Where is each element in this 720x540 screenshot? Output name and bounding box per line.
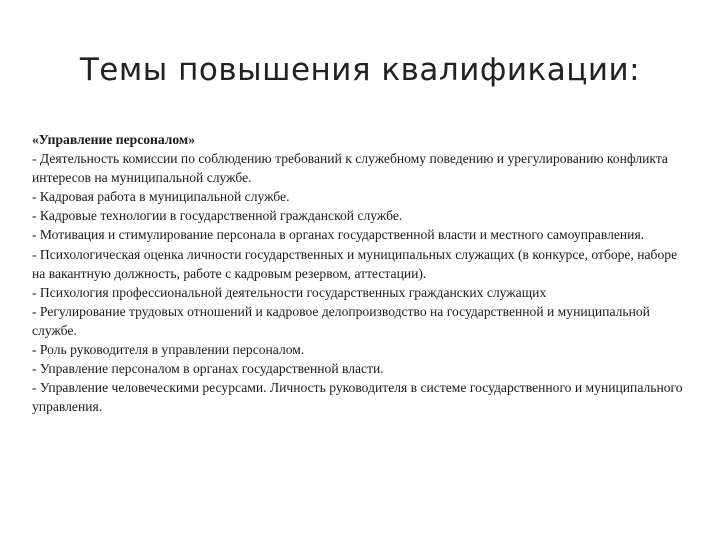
list-item: - Психологическая оценка личности государственных и муниципальных служащих (в конкурсе, отборе, наборе на вакантную должность, работе с кадровым резервом, аттестации). [32, 246, 678, 281]
list-item: - Психология профессиональной деятельности государственных гражданских служащих [32, 284, 547, 300]
list-item: - Деятельность комиссии по соблюдению требований к служебному поведению и урегулированию конфликта интересов на муниципальной службе. [32, 151, 668, 186]
list-item: - Регулирование трудовых отношений и кадровое делопроизводство на государственной и муниципальной службе. [32, 303, 650, 338]
slide-title: Темы повышения квалификации: [79, 52, 641, 88]
list-item: - Кадровая работа в муниципальной службе. [32, 189, 290, 205]
list-item: - Роль руководителя в управлении персоналом. [32, 342, 305, 358]
list-item: - Управление персоналом в органах государственной власти. [32, 361, 384, 377]
list-item: - Управление человеческими ресурсами. Личность руководителя в системе государственного и муниципального управления. [32, 380, 683, 415]
list-item: - Кадровые технологии в государственной гражданской службе. [32, 208, 403, 224]
section-heading: «Управление персоналом» [32, 132, 195, 147]
slide-body [32, 130, 692, 416]
list-item: - Мотивация и стимулирование персонала в органах государственной власти и местного самоуправления. [32, 227, 645, 243]
